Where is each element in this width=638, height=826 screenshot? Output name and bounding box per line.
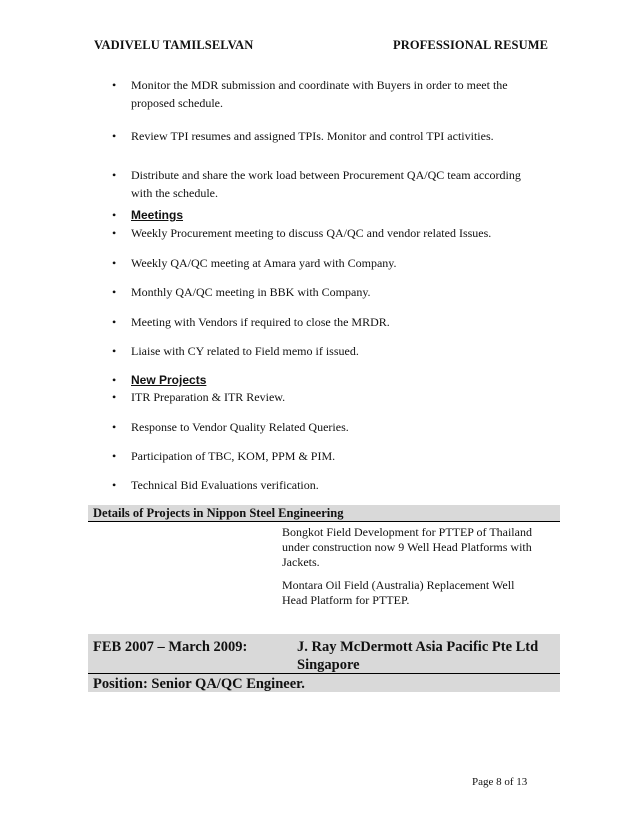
list-item-text: Monthly QA/QC meeting in BBK with Company. (131, 285, 371, 299)
list-item-text: Review TPI resumes and assigned TPIs. Monitor and control TPI activities. (131, 129, 494, 143)
job-dates: FEB 2007 – March 2009: (93, 639, 248, 655)
list-item (112, 76, 542, 112)
section-heading-new-projects (112, 371, 542, 389)
details-section-bar (88, 505, 560, 522)
list-item-text: Response to Vendor Quality Related Queries. (131, 420, 349, 434)
bullet-icon: • (112, 208, 117, 222)
meetings-heading: Meetings (131, 208, 184, 222)
bullet-icon: • (112, 129, 117, 143)
list-item-text: Technical Bid Evaluations verification. (131, 478, 319, 492)
bullet-icon: • (112, 390, 117, 404)
list-item-text: Distribute and share the work load between Procurement QA/QC team according with the schedule. (131, 168, 521, 200)
list-item-text: Participation of TBC, KOM, PPM & PIM. (131, 449, 336, 463)
job-company: J. Ray McDermott Asia Pacific Pte Ltd Singapore (297, 639, 539, 673)
new-projects-heading: New Projects (131, 373, 207, 387)
list-item-text: Liaise with CY related to Field memo if issued. (131, 344, 359, 358)
bullet-icon: • (112, 226, 117, 240)
bullet-icon: • (112, 78, 117, 92)
bullet-icon: • (112, 256, 117, 270)
job-position: Position: Senior QA/QC Engineer. (93, 676, 305, 692)
project-description: Bongkot Field Development for PTTEP of Thailand under construction now 9 Well Head Platforms with Jackets. (282, 525, 532, 569)
list-item (112, 342, 542, 360)
list-item (112, 127, 542, 145)
list-item (112, 254, 542, 272)
list-item-text: Weekly Procurement meeting to discuss QA/QC and vendor related Issues. (131, 226, 492, 240)
list-item-text: Meeting with Vendors if required to close the MRDR. (131, 315, 390, 329)
list-item (112, 224, 542, 242)
divider (88, 673, 560, 674)
details-heading: Details of Projects in Nippon Steel Engineering (93, 506, 344, 520)
bullet-icon: • (112, 449, 117, 463)
resume-title: PROFESSIONAL RESUME (393, 38, 549, 52)
bullet-icon: • (112, 373, 117, 387)
page-number: Page 8 of 13 (472, 776, 528, 788)
section-heading-meetings (112, 206, 542, 224)
list-item (112, 388, 542, 406)
list-item (112, 476, 542, 494)
list-item (112, 313, 542, 331)
bullet-icon: • (112, 478, 117, 492)
project-description: Montara Oil Field (Australia) Replacement Well Head Platform for PTTEP. (282, 578, 515, 607)
list-item (112, 418, 542, 436)
list-item-text: Weekly QA/QC meeting at Amara yard with Company. (131, 256, 397, 270)
list-item (112, 447, 542, 465)
bullet-icon: • (112, 285, 117, 299)
bullet-icon: • (112, 420, 117, 434)
job-section-bar (88, 634, 560, 692)
bullet-icon: • (112, 168, 117, 182)
bullet-icon: • (112, 315, 117, 329)
list-item (112, 283, 542, 301)
bullet-icon: • (112, 344, 117, 358)
list-item-text: Monitor the MDR submission and coordinate with Buyers in order to meet the proposed schedule. (131, 78, 508, 110)
list-item-text: ITR Preparation & ITR Review. (131, 390, 286, 404)
resume-owner-name: VADIVELU TAMILSELVAN (94, 38, 254, 52)
list-item (112, 166, 542, 202)
